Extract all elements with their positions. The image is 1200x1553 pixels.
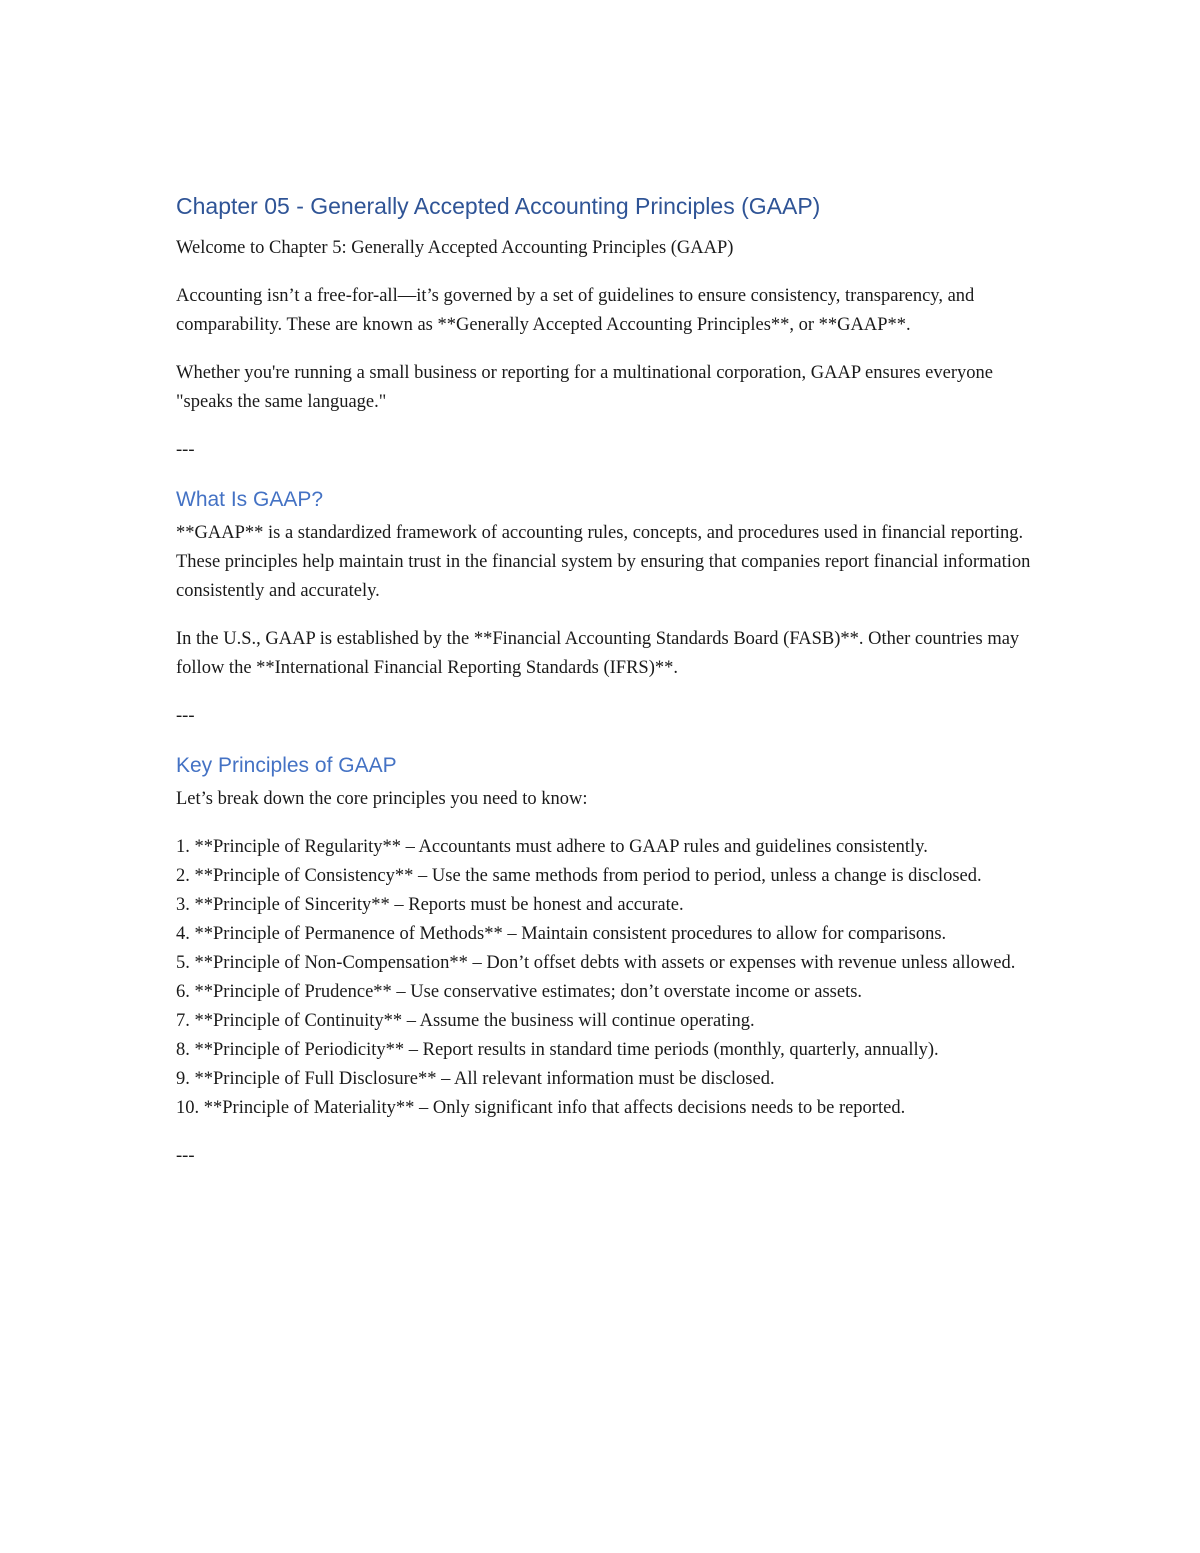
intro-paragraph-1: Accounting isn’t a free-for-all—it’s governed by a set of guidelines to ensure consistency, transparency, and comparability. These are known as **Generally Accepted Accounting Principles**, or **GAAP**. [176, 286, 975, 335]
separator-1: --- [176, 440, 195, 460]
principles-list [176, 833, 1036, 1123]
what-is-gaap-paragraph-2: In the U.S., GAAP is established by the **Financial Accounting Standards Board (FASB)**. Other countries may follow the **International Financial Reporting Standards (IFRS)**. [176, 629, 1020, 678]
separator-2: --- [176, 706, 195, 726]
list-item: 4. **Principle of Permanence of Methods** – Maintain consistent procedures to allow for comparisons. [176, 924, 947, 944]
list-item: 3. **Principle of Sincerity** – Reports must be honest and accurate. [176, 895, 684, 915]
document-body [176, 190, 1036, 1171]
list-item: 9. **Principle of Full Disclosure** – All relevant information must be disclosed. [176, 1069, 775, 1089]
what-is-gaap-paragraph-1: **GAAP** is a standardized framework of accounting rules, concepts, and procedures used in financial reporting. These principles help maintain trust in the financial system by ensuring that companies report financial information consistently and accurately. [176, 523, 1031, 601]
intro-paragraph-2: Whether you're running a small business or reporting for a multinational corporation, GAAP ensures everyone "speaks the same language." [176, 363, 993, 412]
key-principles-heading: Key Principles of GAAP [176, 754, 397, 777]
welcome-text: Welcome to Chapter 5: Generally Accepted Accounting Principles (GAAP) [176, 238, 734, 258]
list-item: 5. **Principle of Non-Compensation** – Don’t offset debts with assets or expenses with revenue unless allowed. [176, 953, 1016, 973]
list-item: 10. **Principle of Materiality** – Only significant info that affects decisions needs to be reported. [176, 1098, 906, 1118]
list-item: 6. **Principle of Prudence** – Use conservative estimates; don’t overstate income or assets. [176, 982, 863, 1002]
list-item: 1. **Principle of Regularity** – Accountants must adhere to GAAP rules and guidelines consistently. [176, 837, 928, 857]
list-item: 7. **Principle of Continuity** – Assume the business will continue operating. [176, 1011, 755, 1031]
key-principles-intro: Let’s break down the core principles you need to know: [176, 789, 588, 809]
list-item: 2. **Principle of Consistency** – Use the same methods from period to period, unless a change is disclosed. [176, 866, 982, 886]
chapter-title: Chapter 05 - Generally Accepted Accounting Principles (GAAP) [176, 193, 821, 219]
what-is-gaap-heading: What Is GAAP? [176, 488, 324, 511]
separator-3: --- [176, 1146, 195, 1166]
list-item: 8. **Principle of Periodicity** – Report results in standard time periods (monthly, quarterly, annually). [176, 1040, 939, 1060]
